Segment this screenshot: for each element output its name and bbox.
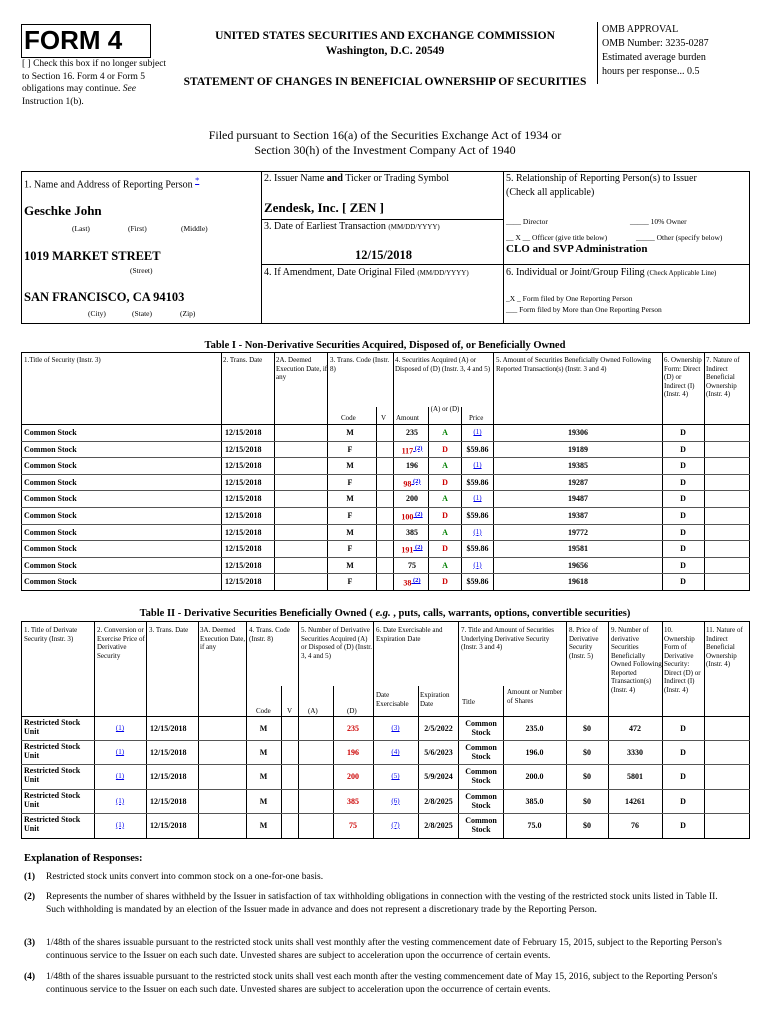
t2-sub-exp: Expiration Date — [420, 691, 450, 708]
t1-date: 12/15/2018 — [225, 544, 262, 554]
t1-h-title: 1.Title of Security (Instr. 3) — [24, 356, 101, 364]
box2-label-and: and — [326, 173, 343, 184]
t1-security: Common Stock — [24, 494, 77, 504]
t1-form: D — [680, 511, 686, 520]
t1-amount-value: 75 — [408, 560, 416, 570]
box6-label-small: (Check Applicable Line) — [647, 269, 717, 277]
t2-date: 12/15/2018 — [150, 772, 187, 782]
t1-sub-v: V — [381, 414, 387, 422]
t1-h-nature: 7. Nature of Indirect Beneficial Ownership (Instr. 4) — [706, 356, 740, 398]
footnote-link[interactable]: (2) — [413, 511, 423, 518]
explanation-heading: Explanation of Responses: — [24, 853, 143, 864]
t2-owned: 14261 — [625, 796, 645, 806]
t1-price-footnote-link[interactable]: (1) — [473, 494, 482, 503]
t1-security: Common Stock — [24, 477, 77, 487]
t1-code: F — [347, 577, 353, 587]
state-label: (State) — [132, 309, 152, 318]
t1-code: M — [346, 494, 354, 504]
t1-amount — [396, 428, 428, 437]
check-box-note[interactable] — [22, 58, 172, 108]
t1-amount — [396, 561, 428, 570]
statement-title: STATEMENT OF CHANGES IN BENEFICIAL OWNERSHIP OF SECURITIES — [183, 76, 587, 88]
t1-h-form: 6. Ownership Form: Direct (D) or Indirect (I) (Instr. 4) — [664, 356, 702, 398]
t1-price: $59.86 — [466, 444, 489, 454]
t1-aord: A — [442, 461, 448, 471]
box3-label-format: (MM/DD/YYYY) — [388, 223, 440, 231]
explanation-text: 1/48th of the shares issuable pursuant to the restricted stock units shall vest each month after the vesting commencement date of May 15, 2016, subject to the Reporting Person's continuous service to the Issuer on each such date. Unvested shares are subject to acceleration upon the occurrence of certain events. — [46, 972, 718, 995]
t1-aord: D — [442, 544, 448, 554]
t1-aord: A — [442, 494, 448, 504]
t1-code: F — [347, 511, 353, 520]
t2-date: 12/15/2018 — [150, 796, 187, 806]
t1-sub-aord: (A) or (D) — [430, 405, 460, 413]
t2-h-number: 5. Number of Derivative Securities Acquired (A) or Disposed of (D) (Instr. 3, 4 and 5) — [301, 626, 372, 660]
t2-expiration: 5/6/2023 — [424, 748, 453, 758]
t1-aord: D — [442, 511, 448, 520]
explanation-number: (4) — [24, 972, 36, 982]
t1-amount-value: 196 — [406, 461, 418, 471]
t1-owned: 19772 — [568, 527, 588, 537]
t1-code: F — [347, 477, 353, 487]
t1-amount — [396, 494, 428, 503]
t2-exercisable-footnote-link[interactable]: (7) — [391, 820, 400, 829]
filed-by-one-option[interactable]: _X _ Form filed by One Reporting Person — [506, 294, 633, 303]
t1-h-date: 2. Trans. Date — [223, 356, 263, 364]
t2-form: D — [680, 772, 686, 782]
t2-sub-a: (A) — [308, 707, 318, 715]
t1-security: Common Stock — [24, 560, 77, 570]
t2-d: 75 — [349, 820, 357, 830]
box2-label-b: Ticker or Trading Symbol — [342, 173, 450, 184]
t2-exercisable-footnote-link[interactable]: (4) — [391, 748, 400, 757]
t2-exercisable-footnote-link[interactable]: (6) — [391, 796, 400, 805]
officer-option[interactable]: __ X __ Officer (give title below) — [506, 233, 608, 242]
t1-owned: 19487 — [568, 494, 588, 504]
t1-date: 12/15/2018 — [225, 444, 262, 454]
t2-price: $0 — [583, 772, 591, 782]
t1-aord: D — [442, 444, 448, 454]
t1-code: M — [346, 560, 354, 570]
street-label: (Street) — [130, 266, 153, 275]
form-title: FORM 4 — [24, 25, 123, 55]
t1-amount-value: 200 — [406, 494, 418, 504]
t1-form: D — [680, 577, 686, 587]
explanation-number: (1) — [24, 872, 36, 882]
omb-burden: Estimated average burden — [602, 52, 706, 63]
t2-code: M — [259, 772, 268, 782]
t1-code: M — [346, 527, 354, 537]
t1-form: D — [680, 527, 686, 537]
t2-date: 12/15/2018 — [150, 724, 187, 733]
agency-city: Washington, D.C. 20549 — [325, 45, 445, 57]
box3-label-text: 3. Date of Earliest Transaction — [264, 221, 386, 232]
t1-price-footnote-link[interactable]: (1) — [473, 461, 482, 470]
t1-amount-value: 98 — [403, 479, 412, 489]
t1-h-owned: 5. Amount of Securities Beneficially Owned Following Reported Transaction(s) (Instr. 3 and 4) — [496, 356, 651, 373]
t1-date: 12/15/2018 — [225, 527, 262, 537]
t1-amount — [396, 577, 428, 588]
t2-d: 200 — [347, 772, 359, 782]
t2-h-owned: 9. Number of derivative Securities Beneficially Owned Following Reported Transaction(s) (Instr. 4) — [611, 626, 662, 694]
t2-code: M — [259, 820, 268, 830]
t2-security: Restricted Stock Unit — [24, 814, 81, 833]
check-box-text: [ ] Check this box if no longer subject to Section 16. Form 4 or Form 5 obligations may continue. — [22, 59, 167, 94]
footnote-link[interactable]: (2) — [413, 544, 423, 552]
check-box-see: See — [122, 84, 136, 94]
t1-price: $59.86 — [466, 577, 489, 587]
t1-date: 12/15/2018 — [225, 461, 262, 471]
t1-date: 12/15/2018 — [225, 560, 262, 570]
t2-h-exercisable: 6. Date Exercisable and Expiration Date — [376, 626, 443, 643]
t2-h-code: 4. Trans. Code (Instr. 8) — [249, 626, 290, 643]
t1-amount — [396, 445, 428, 456]
t2-sub-d: (D) — [347, 707, 357, 715]
t1-security: Common Stock — [24, 428, 77, 437]
t1-form: D — [680, 544, 686, 554]
t2-expiration: 2/5/2022 — [424, 724, 453, 733]
t1-h-acquired: 4. Securities Acquired (A) or Disposed of (D) (Instr. 3, 4 and 5) — [395, 356, 491, 373]
ten-percent-owner-option[interactable]: _____ 10% Owner — [630, 217, 687, 226]
t2-code: M — [259, 796, 268, 806]
city-state-zip: SAN FRANCISCO, CA 94103 — [24, 290, 185, 304]
table2-title-a: Table II - Derivative Securities Beneficially Owned ( — [139, 608, 376, 619]
t2-sub-date-ex: Date Exercisable — [376, 691, 409, 708]
t2-date: 12/15/2018 — [150, 748, 187, 758]
t2-price: $0 — [583, 748, 591, 758]
table1-title: Table I - Non-Derivative Securities Acquired, Disposed of, or Beneficially Owned — [204, 340, 566, 351]
table2-title — [0, 608, 770, 619]
t1-amount-value: 385 — [406, 527, 418, 537]
filed-pursuant-line1: Filed pursuant to Section 16(a) of the Securities Exchange Act of 1934 or — [208, 128, 562, 142]
t2-sub-title: Title — [462, 698, 475, 706]
t2-conv-footnote-link[interactable]: (1) — [115, 796, 125, 805]
box6-label-text: 6. Individual or Joint/Group Filing — [506, 267, 645, 278]
t1-aord: D — [442, 577, 448, 587]
t2-conv-footnote-link[interactable]: (1) — [115, 772, 125, 781]
t2-shares: 385.0 — [525, 796, 544, 806]
table2-title-b: , puts, calls, warrants, options, convertible securities) — [390, 608, 631, 619]
t1-owned: 19306 — [568, 428, 588, 437]
t2-owned: 5801 — [627, 772, 643, 782]
city-label: (City) — [88, 309, 106, 318]
t1-security: Common Stock — [24, 544, 77, 554]
t1-aord: A — [442, 527, 448, 537]
t1-date: 12/15/2018 — [225, 428, 262, 437]
box4-label — [264, 267, 469, 278]
omb-hours: hours per response... 0.5 — [602, 66, 700, 77]
director-option[interactable]: ____ Director — [506, 217, 548, 226]
t1-owned: 19387 — [568, 511, 588, 520]
t1-price: $59.86 — [466, 477, 489, 487]
t2-form: D — [680, 748, 686, 758]
t1-code: F — [347, 544, 353, 554]
box1-label-star[interactable]: * — [195, 176, 200, 185]
box1-label-text: 1. Name and Address of Reporting Person — [24, 179, 193, 191]
t2-form: D — [680, 796, 686, 806]
check-box-instr: Instruction 1(b). — [22, 96, 84, 107]
footnote-link[interactable]: (2) — [413, 444, 423, 452]
t1-amount-value: 191 — [401, 545, 414, 555]
t2-sub-amount: Amount or Number of Shares — [507, 688, 563, 705]
t2-price: $0 — [583, 796, 591, 806]
t1-date: 12/15/2018 — [225, 577, 262, 587]
table2-title-eg: e.g. — [375, 608, 391, 619]
t1-h-code: 3. Trans. Code (Instr. 8) — [330, 356, 390, 373]
t2-h-form: 10. Ownership Form of Derivative Security: Direct (D) or Indirect (I) (Instr. 4) — [664, 626, 701, 694]
t2-price: $0 — [583, 820, 591, 830]
t1-date: 12/15/2018 — [225, 477, 262, 487]
t1-owned: 19581 — [568, 544, 588, 554]
t1-price: $59.86 — [466, 544, 489, 554]
first-label: (First) — [128, 224, 147, 233]
t2-h-nature: 11. Nature of Indirect Beneficial Ownership (Instr. 4) — [706, 626, 743, 668]
explanation-text: Restricted stock units convert into common stock on a one-for-one basis. — [46, 872, 324, 882]
t1-security: Common Stock — [24, 511, 77, 520]
earliest-transaction-date: 12/15/2018 — [355, 248, 412, 262]
t1-owned: 19189 — [568, 444, 588, 454]
t1-owned: 19385 — [568, 461, 588, 471]
t1-amount — [396, 544, 428, 555]
t1-date: 12/15/2018 — [225, 511, 262, 520]
t1-form: D — [680, 494, 686, 504]
t2-exercisable-footnote-link[interactable]: (3) — [391, 724, 400, 732]
t2-h-price: 8. Price of Derivative Security (Instr. 5) — [569, 626, 599, 660]
t1-amount — [396, 511, 428, 522]
box5-label-2: (Check all applicable) — [506, 187, 595, 198]
t1-form: D — [680, 461, 686, 471]
t2-expiration: 2/8/2025 — [424, 796, 453, 806]
explanation-number: (3) — [24, 938, 36, 948]
t1-price: $59.86 — [466, 511, 489, 520]
t1-code: F — [347, 444, 353, 454]
t1-sub-price: Price — [469, 414, 484, 422]
t2-underlying-title: Common Stock — [465, 719, 497, 737]
street-address: 1019 MARKET STREET — [24, 249, 161, 263]
omb-approval: OMB APPROVAL — [602, 24, 679, 35]
box6-label — [506, 267, 716, 278]
t2-underlying-title: Common Stock — [465, 815, 497, 834]
t1-sub-code: Code — [341, 414, 356, 422]
t2-shares: 200.0 — [525, 772, 544, 782]
footnote-link[interactable]: (2) — [411, 577, 421, 585]
t2-sub-code: Code — [256, 707, 271, 715]
filed-by-more-option[interactable]: ___ Form filed by More than One Reporting Person — [506, 305, 662, 314]
t2-h-conv: 2. Conversion or Exercise Price of Derivative Security — [97, 626, 145, 660]
t2-date: 12/15/2018 — [150, 820, 187, 830]
table1-frame — [21, 352, 750, 591]
box5-label-1: 5. Relationship of Reporting Person(s) to Issuer — [506, 173, 697, 184]
t2-underlying-title: Common Stock — [465, 791, 497, 810]
t2-underlying-title: Common Stock — [465, 767, 497, 786]
t2-code: M — [259, 748, 268, 758]
reporting-person-name: Geschke John — [24, 203, 102, 218]
t2-exercisable-footnote-link[interactable]: (5) — [391, 772, 400, 781]
explanation-text: 1/48th of the shares issuable pursuant to the restricted stock units shall vest monthly after the vesting commencement date of February 15, 2015, subject to the Reporting Person's continuous service to the Issuer on each such date. Unvested shares are subject to acceleration upon the occurrence of certain events. — [46, 938, 722, 961]
t2-h-date: 3. Trans. Date — [149, 626, 189, 634]
filed-pursuant-line2: Section 30(h) of the Investment Company Act of 1940 — [254, 143, 516, 157]
t2-shares: 75.0 — [527, 820, 542, 830]
t1-sub-amount: Amount — [396, 414, 419, 422]
t1-aord: A — [442, 428, 448, 437]
t1-form: D — [680, 477, 686, 487]
t2-code: M — [259, 724, 268, 733]
t1-owned: 19618 — [568, 577, 588, 587]
t1-h-deemed: 2A. Deemed Execution Date, if any — [276, 356, 328, 381]
explanation-number: (2) — [24, 892, 36, 902]
officer-title: CLO and SVP Administration — [506, 243, 648, 255]
t1-amount — [396, 528, 428, 537]
t1-date: 12/15/2018 — [225, 494, 262, 504]
t1-owned: 19287 — [568, 477, 588, 487]
t2-owned: 472 — [629, 724, 641, 733]
box2-label — [264, 173, 449, 184]
t1-code: M — [346, 428, 354, 437]
t2-h-underlying: 7. Title and Amount of Securities Underlying Derivative Security (Instr. 3 and 4) — [461, 626, 554, 651]
t1-amount — [396, 478, 428, 489]
t1-amount-value: 117 — [401, 446, 414, 456]
t1-owned: 19656 — [568, 560, 588, 570]
box1-label — [24, 176, 199, 190]
explanation-text: Represents the number of shares withheld by the Issuer in satisfaction of tax withholding obligations in connection with the vesting of the restricted stock units listed in Table II. Such withholding is mandated by an election of the Issuer made in advance and does not represent a discretionary trade by the Reporting Person. — [46, 892, 718, 915]
t2-conv-footnote-link[interactable]: (1) — [115, 820, 125, 829]
t2-security: Restricted Stock Unit — [24, 718, 81, 736]
omb-number: OMB Number: 3235-0287 — [602, 38, 709, 49]
t2-security: Restricted Stock Unit — [24, 790, 81, 809]
t2-h-deemed: 3A. Deemed Execution Date, if any — [200, 626, 246, 651]
t2-expiration: 2/8/2025 — [424, 820, 453, 830]
box3-label — [264, 221, 440, 232]
t1-price-footnote-link[interactable]: (1) — [473, 560, 482, 569]
t1-security: Common Stock — [24, 444, 77, 454]
middle-label: (Middle) — [181, 224, 208, 233]
t2-underlying-title: Common Stock — [465, 743, 497, 762]
t1-form: D — [680, 560, 686, 570]
t2-d: 196 — [347, 748, 359, 758]
t1-price-footnote-link[interactable]: (1) — [473, 527, 482, 536]
box4-label-format: (MM/DD/YYYY) — [417, 269, 469, 277]
footnote-link[interactable]: (2) — [411, 477, 421, 485]
box4-label-text: 4. If Amendment, Date Original Filed — [264, 267, 415, 278]
other-option[interactable]: _____ Other (specify below) — [636, 233, 723, 242]
t1-price-footnote-link[interactable]: (1) — [473, 428, 482, 436]
t1-amount-value: 100 — [401, 512, 414, 522]
issuer-name: Zendesk, Inc. [ ZEN ] — [264, 200, 384, 215]
t1-security: Common Stock — [24, 461, 77, 471]
t2-d: 385 — [347, 796, 359, 806]
t2-d: 235 — [347, 724, 359, 733]
t2-shares: 235.0 — [525, 724, 544, 733]
t1-amount — [396, 461, 428, 470]
t2-form: D — [680, 820, 686, 830]
zip-label: (Zip) — [180, 309, 196, 318]
last-label: (Last) — [72, 224, 90, 233]
t2-sub-v: V — [287, 707, 293, 715]
t2-conv-footnote-link[interactable]: (1) — [115, 724, 125, 732]
box2-label-a: 2. Issuer Name — [264, 173, 327, 184]
t2-security: Restricted Stock Unit — [24, 766, 81, 785]
t1-code: M — [346, 461, 354, 471]
t1-aord: D — [442, 477, 448, 487]
agency-name: UNITED STATES SECURITIES AND EXCHANGE COMMISSION — [215, 30, 555, 42]
t1-amount-value: 235 — [406, 428, 418, 437]
t1-amount-value: 38 — [403, 579, 412, 589]
t2-h-title: 1. Title of Derivate Security (Instr. 3) — [24, 626, 78, 643]
t1-form: D — [680, 444, 686, 454]
t1-form: D — [680, 428, 686, 437]
t2-owned: 76 — [631, 820, 639, 830]
t2-conv-footnote-link[interactable]: (1) — [115, 748, 125, 757]
t1-aord: A — [442, 560, 448, 570]
t2-shares: 196.0 — [525, 748, 544, 758]
t2-form: D — [680, 724, 686, 733]
t2-owned: 3330 — [627, 748, 643, 758]
t1-security: Common Stock — [24, 527, 77, 537]
t2-security: Restricted Stock Unit — [24, 742, 81, 761]
t1-security: Common Stock — [24, 577, 77, 587]
t2-price: $0 — [583, 724, 591, 733]
t2-expiration: 5/9/2024 — [424, 772, 453, 782]
